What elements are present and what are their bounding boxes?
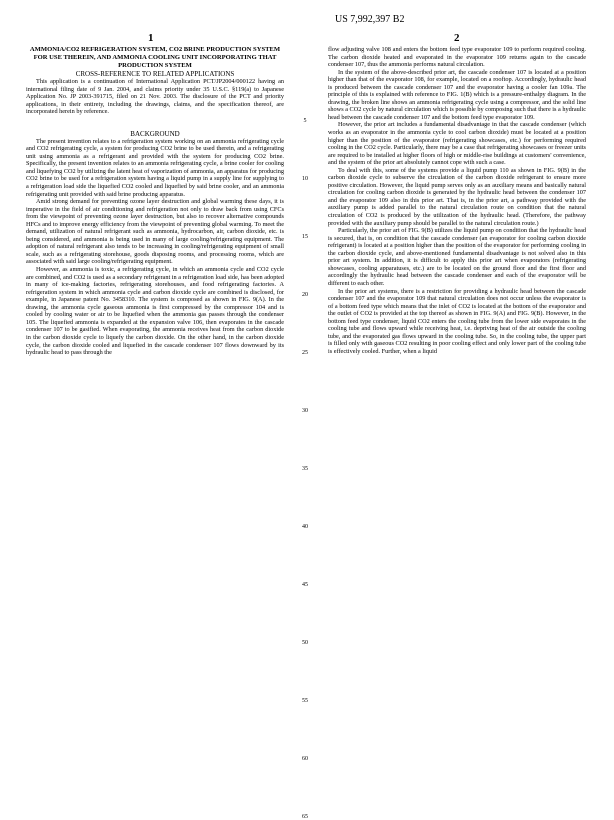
line-number: 35 (302, 466, 308, 472)
paragraph: In the prior art systems, there is a restriction for providing a hydraulic head between the cascade condenser 107 and the evaporator 109 that natural circulation does not occur unless the evaporator is of a bottom feed type which means that the inlet of CO2 is located at the bottom of the evaporator and the outlet of CO2 is provided at the top thereof as shown in FIG. 9(A) and FIG. 9(B). However, in the bottom feed type condenser, liquid CO2 enters the cooling tube from the lower side evaporates in the cooling tube and flows upward while receiving heat, i.e. depriving heat of the air outside the cooling tube, and the evaporated gas flows upward in the cooling tube. So, in the cooling tube, the upper part is filled only with gaseous CO2 resulting in poor cooling effect and only lower part of the cooling tube is effectively cooled. Further, when a liquid (328, 287, 586, 355)
left-column (26, 46, 284, 357)
line-number: 45 (302, 582, 308, 588)
paragraph: To deal with this, some of the systems provide a liquid pump 110 as shown in FIG. 9(B) in the carbon dioxide cycle to subserve the circulation of the carbon dioxide refrigerant to ensure more positive circulation. However, the liquid pump serves only as an auxiliary means and basically natural circulation for cooling carbon dioxide is generated by the hydraulic head between the condenser 107 and the evaporator 109 also in this prior art. That is, in the prior art, a pathway provided with the auxiliary pump is added parallel to the natural circulation route on condition that the natural circulation of CO2 is produced by the utilization of the hydraulic head. (Therefore, the pathway provided with the auxiliary pump should be parallel to the natural circulation route.) (328, 166, 586, 227)
crossref-heading: CROSS-REFERENCE TO RELATED APPLICATIONS (75, 70, 235, 78)
line-number: 65 (302, 814, 308, 820)
line-number: 50 (302, 640, 308, 646)
line-number: 25 (302, 350, 308, 356)
line-number: 15 (302, 234, 308, 240)
paragraph: However, as ammonia is toxic, a refrigerating cycle, in which an ammonia cycle and CO2 cycle are combined, and CO2 is used as a secondary refrigerant in a refrigeration load side, has been adopted in many of ice-making factories, refrigerating storehouses, and food refrigerating factories. A refrigeration system in which ammonia cycle and carbon dioxide cycle are combined is disclosed, for example, in Japanese patent No. 3458310. The system is composed as shown in FIG. 9(A). In the drawing, the ammonia cycle gaseous ammonia is first compressed by the compressor 104 and is cooled by cooling water or air to be liquefied when the ammonia gas passes through the condenser 105. The liquefied ammonia is expanded at the expansion valve 106, then evaporates in the cascade condenser 107 to be gasified. When evaporating, the ammonia receives heat from the carbon dioxide in the carbon dioxide cycle to liquefy the carbon dioxide. On the other hand, in the carbon dioxide cycle, the carbon dioxide cooled and liquefied in the cascade condenser 107 flows downward by its hydraulic head to pass through the (26, 266, 284, 357)
line-number: 40 (302, 524, 308, 530)
column-number-left: 1 (148, 32, 154, 44)
background-heading: BACKGROUND (130, 129, 180, 138)
patent-title: AMMONIA/CO2 REFRIGERATION SYSTEM, CO2 BRINE PRODUCTION SYSTEM FOR USE THEREIN, AND AMMONIA COOLING UNIT INCORPORATING THAT PRODUCTION SYSTEM (29, 46, 281, 69)
column-number-right: 2 (454, 32, 460, 44)
line-number: 30 (302, 408, 308, 414)
line-number: 20 (302, 292, 308, 298)
line-number: 5 (303, 118, 307, 124)
patent-number: US 7,992,397 B2 (335, 14, 405, 25)
crossref-paragraph: This application is a continuation of International Application PCT/JP2004/000122 having an international filing date of 9 Jan. 2004, and claims priority under 35 U.S.C. §119(a) to Japanese Application No. JP 2003-391715, filed on 21 Nov. 2003. The disclosure of the PCT and priority applications, in their entirety, including the drawings, claims, and the specification thereof, are incorporated herein by reference. (26, 78, 284, 116)
right-column (328, 46, 586, 355)
line-number: 55 (302, 698, 308, 704)
paragraph: However, the prior art includes a fundamental disadvantage in that the cascade condenser (which works as an evaporator in the ammonia cycle to cool carbon dioxide) must be located at a position higher than the position of the evaporator (refrigerating showcases, etc.) for performing required cooling in the CO2 cycle. Particularly, there may be a case that refrigerating showcases or freezer units are required to be installed at higher floors of high or middle-rise buildings at customers' convenience, and the system of the prior art absolutely cannot cope with such a case. (328, 121, 586, 167)
line-number: 60 (302, 756, 308, 762)
paragraph: The present invention relates to a refrigeration system working on an ammonia refrigerating cycle and CO2 refrigerating cycle, a system for producing CO2 brine to be used therein, and a refrigerating unit using ammonia as a refrigerant and provided with the system for producing CO2 brine. Specifically, the present invention relates to an ammonia refrigerating cycle, a brine cooler for cooling and liquefying CO2 by utilizing the latent heat of vaporization of ammonia, an apparatus for producing CO2 brine to be used for a refrigeration system having a liquid pump in a supply line for supplying to a refrigeration load side the liquefied CO2 cooled and liquefied by said brine cooler, and an ammonia refrigerating unit provided with said brine producing apparatus. (26, 137, 284, 198)
paragraph: Particularly, the prior art of FIG. 9(B) utilizes the liquid pump on condition that the hydraulic head is secured, that is, on condition that the cascade condenser (an evaporator for cooling carbon dioxide refrigerant) is located at a position higher than the position of the evaporator for performing cooling in the carbon dioxide cycle, and above-mentioned fundamental disadvantage is not solved also in this prior art system. In addition, it is difficult to apply this prior art when evaporators (refrigerating showcases, cooling apparatuses, etc.) are to be located on the ground floor and the first floor and accordingly the hydraulic head between the cascade condenser and each of the evaporator will be different to each other. (328, 227, 586, 287)
paragraph: flow adjusting valve 108 and enters the bottom feed type evaporator 109 to perform required cooling. The carbon dioxide heated and evaporated in the evaporator 109 returns again to the cascade condenser 107, thus the ammonia performs natural circulation. (328, 46, 586, 69)
paragraph: Amid strong demand for preventing ozone layer destruction and global warming these days, it is imperative in the field of air conditioning and refrigeration not only to draw back from using CFCs from the viewpoint of preventing ozone layer destruction, but also to recover alternative compounds HFCs and to improve energy efficiency from the viewpoint of preventing global warming. To meet the demand, utilization of natural refrigerant such as ammonia, hydrocarbon, air, carbon dioxide, etc. is being considered, and ammonia is being used in many of large cooling/refrigerating equipment. The adoption of natural refrigerant also tends to be increasing in cooling/refrigerating equipment of small scale, such as a refrigerating storehouse, goods disposing rooms, and processing rooms, which are associated with said large cooling/refrigerating equipment. (26, 198, 284, 266)
paragraph: In the system of the above-described prior art, the cascade condenser 107 is located at a position higher than that of the evaporator 108, for example, located on a rooftop. Accordingly, hydraulic head is produced between the cascade condenser 107 and the evaporator having a cooler fan 109a. The principle of this is explained with reference to FIG. 1(B) which is a pressure-enthalpy diagram. In the drawing, the broken line shows an ammonia refrigerating cycle using a compressor, and the solid line shows a CO2 cycle by natural circulation which is possible by composing such that there is a hydraulic head between the cascade condenser 107 and the bottom feed type evaporator 109. (328, 68, 586, 121)
line-number: 10 (302, 176, 308, 182)
